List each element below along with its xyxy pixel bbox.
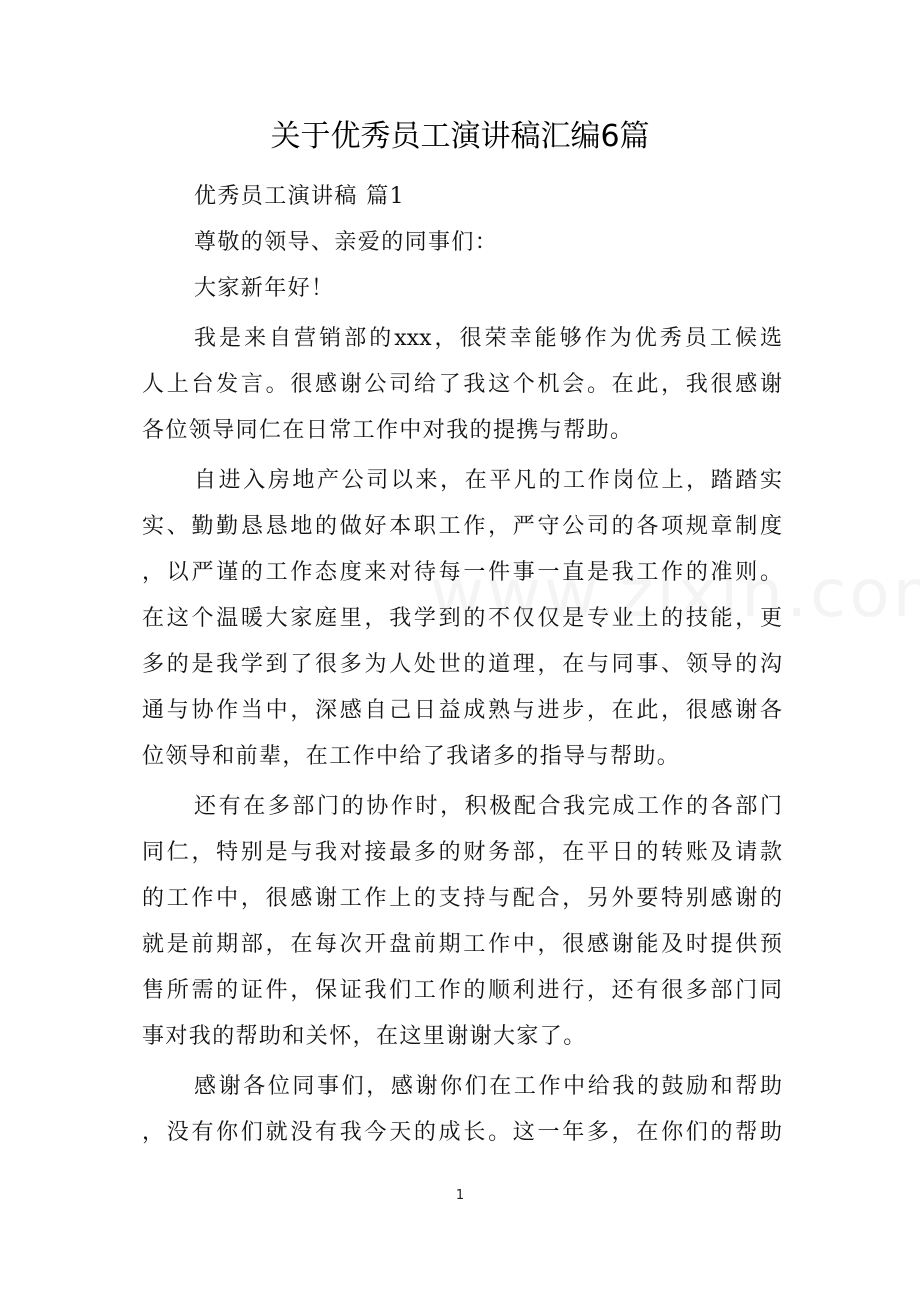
paragraph-line: 还有在多部门的协作时，积极配合我完成工作的各部门 (194, 794, 782, 819)
paragraph-line: 感谢各位同事们，感谢你们在工作中给我的鼓励和帮助 (194, 1074, 782, 1099)
paragraph-line: 实、勤勤恳恳地的做好本职工作，严守公司的各项规章制度 (142, 514, 782, 539)
paragraph-line: ，以严谨的工作态度来对待每一件事一直是我工作的准则。 (142, 560, 782, 585)
paragraph-line: 的工作中，很感谢工作上的支持与配合，另外要特别感谢的 (142, 886, 782, 911)
paragraph-line: 同仁，特别是与我对接最多的财务部，在平日的转账及请款 (142, 840, 782, 865)
paragraph-line: 多的是我学到了很多为人处世的道理，在与同事、领导的沟 (142, 652, 782, 677)
page-number: 1 (455, 1188, 465, 1203)
paragraph-line: 售所需的证件，保证我们工作的顺利进行，还有很多部门同 (142, 978, 782, 1003)
paragraph-line: 各位领导同仁在日常工作中对我的提携与帮助。 (142, 418, 634, 443)
document-body (142, 174, 782, 1156)
section-heading: 优秀员工演讲稿 篇1 (194, 184, 405, 209)
greeting: 大家新年好！ (194, 276, 335, 301)
paragraph-line: 我是来自营销部的xxx，很荣幸能够作为优秀员工候选 (194, 326, 782, 351)
paragraph-line: 在这个温暖大家庭里，我学到的不仅仅是专业上的技能，更 (142, 606, 782, 631)
paragraph-line: 事对我的帮助和关怀，在这里谢谢大家了。 (142, 1024, 587, 1049)
paragraph-line: 位领导和前辈，在工作中给了我诸多的指导与帮助。 (142, 744, 681, 769)
paragraph-line: 通与协作当中，深感自己日益成熟与进步，在此，很感谢各 (142, 698, 782, 723)
paragraph-line: 自进入房地产公司以来，在平凡的工作岗位上，踏踏实 (194, 468, 782, 493)
paragraph-line: ，没有你们就没有我今天的成长。这一年多，在你们的帮助 (142, 1120, 782, 1145)
salutation: 尊敬的领导、亲爱的同事们： (194, 230, 499, 255)
paragraph-line: 人上台发言。很感谢公司给了我这个机会。在此，我很感谢 (142, 372, 782, 397)
paragraph-line: 就是前期部，在每次开盘前期工作中，很感谢能及时提供预 (142, 932, 782, 957)
document-title: 关于优秀员工演讲稿汇编6篇 (270, 119, 650, 154)
